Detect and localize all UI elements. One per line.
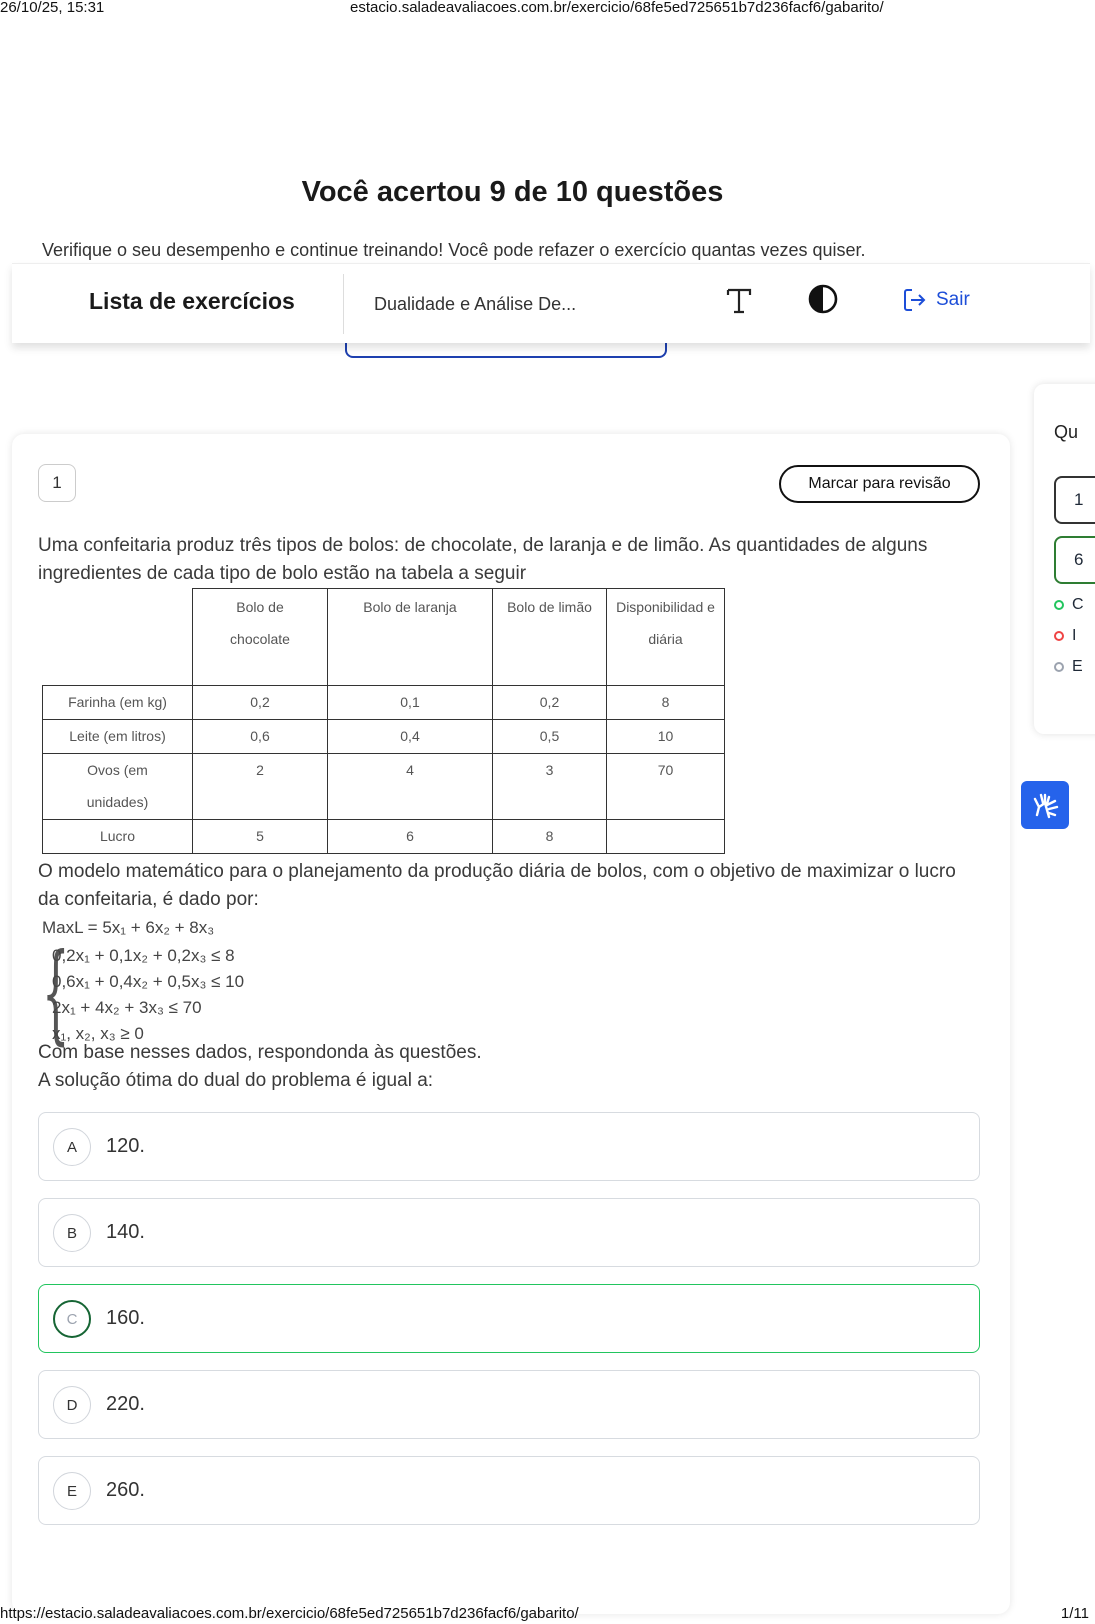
print-datetime: 26/10/25, 15:31 [0,0,105,16]
question-card [12,434,1010,1614]
subject-title: Dualidade e Análise De... [374,294,577,314]
option-c-correct[interactable] [38,1284,980,1353]
option-text: 220. [106,1393,145,1415]
option-letter: B [53,1214,91,1252]
table-corner [43,589,193,686]
sign-language-button[interactable] [1021,781,1069,829]
legend-incorrect: I [1054,627,1076,645]
table-header: Disponibilidad e diária [607,589,725,686]
table-row: Ovos (em unidades) 2 4 3 70 [43,754,725,820]
print-header [0,0,1095,18]
option-text: 160. [106,1307,145,1329]
logout-icon [902,287,928,313]
table-header: Bolo de laranja [328,589,493,686]
legend-correct: C [1054,596,1084,614]
question-navigator-panel [1034,384,1095,734]
option-d[interactable] [38,1370,980,1439]
correct-dot-icon [1054,600,1064,610]
list-title: Lista de exercícios [89,288,295,314]
option-letter: C [53,1300,91,1338]
print-footer-url: https://estacio.saladeavaliacoes.com.br/exercicio/68fe5ed725651b7d236facf6/gabarito/ [0,1605,579,1622]
option-text: 260. [106,1479,145,1501]
empty-dot-icon [1054,662,1064,672]
top-navigation-bar [12,263,1090,343]
result-subtitle: Verifique o seu desempenho e continue treinando! Você pode refazer o exercício quantas vezes quiser. [42,240,866,260]
question-number: 1 [38,464,76,502]
table-header: Bolo de limão [493,589,607,686]
navigator-question-6[interactable]: 6 [1054,536,1095,584]
topbar-divider [343,274,344,334]
option-a[interactable] [38,1112,980,1181]
mark-for-review-button[interactable]: Marcar para revisão [779,465,980,503]
navigator-question-1[interactable]: 1 [1054,476,1095,524]
constraint: 2x₁ + 4x₂ + 3x₃ ≤ 70 [52,998,202,1017]
constraint: 0,6x₁ + 0,4x₂ + 0,5x₃ ≤ 10 [52,972,245,991]
print-page-number: 1/11 [1060,1605,1089,1622]
navigator-title: Qu [1054,422,1079,442]
font-size-icon [724,282,754,318]
logout-label: Sair [936,289,970,310]
table-header: Bolo de chocolate [193,589,328,686]
logout-button[interactable] [902,285,970,315]
question-statement: Uma confeitaria produz três tipos de bolos: de chocolate, de laranja e de limão. As quantidades de alguns ingredientes de cada tipo de bolo estão na tabela a seguir [38,535,928,584]
option-letter: A [53,1128,91,1166]
question-instruction: Com base nesses dados, respondonda às questões. [38,1042,482,1063]
option-b[interactable] [38,1198,980,1267]
print-url: estacio.saladeavaliacoes.com.br/exercicio/68fe5ed725651b7d236facf6/gabarito/ [350,0,884,16]
legend-empty: E [1054,658,1083,676]
ingredients-table [42,588,725,854]
contrast-icon [807,283,839,315]
option-letter: E [53,1472,91,1510]
table-row: Farinha (em kg) 0,2 0,1 0,2 8 [43,686,725,720]
contrast-button[interactable] [807,283,839,315]
option-e[interactable] [38,1456,980,1525]
option-text: 120. [106,1135,145,1157]
incorrect-dot-icon [1054,631,1064,641]
option-letter: D [53,1386,91,1424]
model-intro: O modelo matemático para o planejamento da produção diária de bolos, com o objetivo de maximizar o lucro da confeitaria, é dado por: [38,861,956,910]
font-size-button[interactable] [724,282,754,318]
sign-language-hands-icon [1029,789,1061,821]
question-ask: A solução ótima do dual do problema é igual a: [38,1070,434,1091]
constraint: 0,2x₁ + 0,1x₂ + 0,2x₃ ≤ 8 [52,946,235,965]
option-text: 140. [106,1221,145,1243]
objective-function: MaxL = 5x₁ + 6x₂ + 8x₃ [42,918,215,937]
table-row: Leite (em litros) 0,6 0,4 0,5 10 [43,720,725,754]
math-model [42,918,302,1056]
print-footer [0,1604,1095,1624]
constraint: x₁, x₂, x₃ ≥ 0 [52,1024,144,1043]
question-prompt [38,1039,978,1095]
table-row: Lucro 5 6 8 [43,820,725,854]
result-title: Você acertou 9 de 10 questões [301,176,724,208]
brace-icon: { [42,931,70,1056]
